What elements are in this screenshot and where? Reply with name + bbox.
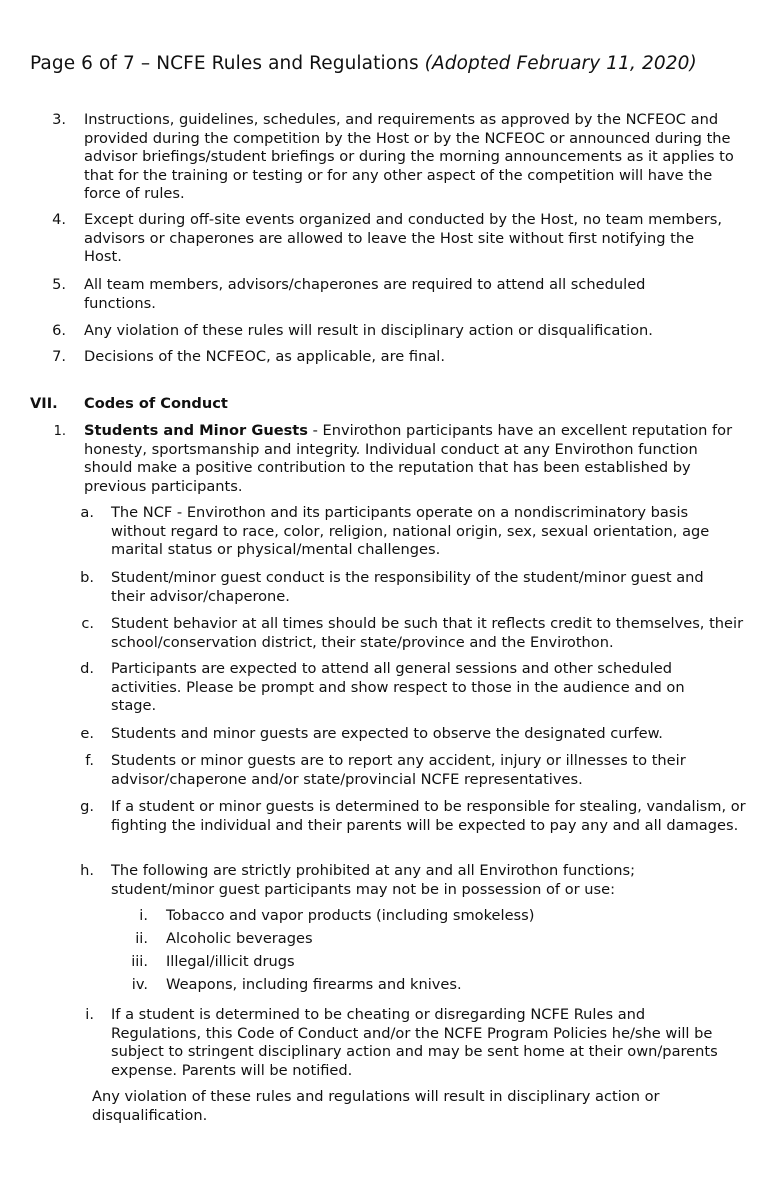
- sub-item-letter: e.: [80, 725, 94, 742]
- sub-item-letter: a.: [80, 504, 94, 521]
- list-item-text: Decisions of the NCFEOC, as applicable, are final.: [84, 348, 445, 365]
- item-heading: Students and Minor Guests: [84, 422, 308, 439]
- list-number: 4.: [52, 211, 66, 228]
- list-number: 5.: [52, 276, 66, 293]
- page-header: [30, 52, 697, 76]
- sub-item-letter: b.: [80, 569, 94, 586]
- sub-item-text: The following are strictly prohibited at any and all Envirothon functions; student/minor guest participants may not be in possession of or use:: [111, 862, 636, 898]
- list-number: 6.: [52, 322, 66, 339]
- prohibited-item-text: Alcoholic beverages: [166, 930, 313, 947]
- list-number: 1.: [53, 424, 66, 439]
- sub-item-text: The NCF - Envirothon and its participants operate on a nondiscriminatory basis without regard to race, color, religion, national origin, sex, sexual orientation, age marital status or physical/mental challenges.: [111, 504, 710, 559]
- sub-item-letter: c.: [81, 615, 94, 632]
- sub-item-letter: i.: [85, 1006, 94, 1023]
- list-number: 7.: [52, 348, 66, 365]
- prohibited-item-text: Tobacco and vapor products (including smokeless): [166, 907, 535, 924]
- list-item-text: Except during off-site events organized and conducted by the Host, no team members, advisors or chaperones are allowed to leave the Host site without first notifying the Host.: [84, 211, 723, 266]
- sub-item-letter: h.: [80, 862, 94, 879]
- sub-item-letter: g.: [80, 798, 94, 815]
- list-item-text: [84, 422, 740, 496]
- list-item-text: All team members, advisors/chaperones are required to attend all scheduled functions.: [84, 276, 646, 312]
- list-item-text: Instructions, guidelines, schedules, and requirements as approved by the NCFEOC and provided during the competition by the Host or by the NCFEOC or announced during the advisor briefings/student briefings or during the morning announcements as it applies to that for the training or testing or for any other aspect of the competition will have the force of rules.: [84, 111, 734, 203]
- closing-paragraph: Any violation of these rules and regulations will result in disciplinary action or disqualification.: [92, 1088, 660, 1124]
- roman-numeral: i.: [139, 907, 148, 924]
- prohibited-item-text: Weapons, including firearms and knives.: [166, 976, 462, 993]
- prohibited-item-text: Illegal/illicit drugs: [166, 953, 295, 970]
- header-title: Page 6 of 7 – NCFE Rules and Regulations: [30, 53, 419, 74]
- section-title: Codes of Conduct: [84, 395, 228, 412]
- sub-item-text: If a student or minor guests is determined to be responsible for stealing, vandalism, or fighting the individual and their parents will be expected to pay any and all damages.: [111, 798, 746, 834]
- roman-numeral: ii.: [135, 930, 148, 947]
- list-number: 3.: [52, 111, 66, 128]
- sub-item-text: Student/minor guest conduct is the responsibility of the student/minor guest and their advisor/chaperone.: [111, 569, 704, 605]
- roman-numeral: iii.: [131, 953, 148, 970]
- sub-item-letter: d.: [80, 660, 94, 677]
- sub-item-text: Students and minor guests are expected to observe the designated curfew.: [111, 725, 663, 742]
- section-number: VII.: [30, 395, 58, 412]
- sub-item-text: Participants are expected to attend all general sessions and other scheduled activities. Please be prompt and show respect to those in the audience and on stage.: [111, 660, 685, 715]
- list-item-text: Any violation of these rules will result in disciplinary action or disqualification.: [84, 322, 653, 339]
- roman-numeral: iv.: [131, 976, 148, 993]
- sub-item-text: If a student is determined to be cheating or disregarding NCFE Rules and Regulations, this Code of Conduct and/or the NCFE Program Policies he/she will be subject to stringent disciplinary action and may be sent home at their own/parents expense. Parents will be notified.: [111, 1006, 718, 1079]
- sub-item-letter: f.: [85, 752, 94, 769]
- header-adopted-date: (Adopted February 11, 2020): [424, 53, 697, 74]
- sub-item-text: Students or minor guests are to report any accident, injury or illnesses to their advisor/chaperone and/or state/provincial NCFE representatives.: [111, 752, 686, 788]
- sub-item-text: Student behavior at all times should be such that it reflects credit to themselves, their school/conservation district, their state/province and the Envirothon.: [111, 615, 744, 651]
- item-body: - Envirothon participants have an excellent reputation for honesty, sportsmanship and integrity. Individual conduct at any Envirothon function should make a positive contribution to the reputation that has been established by previous participants.: [84, 422, 733, 495]
